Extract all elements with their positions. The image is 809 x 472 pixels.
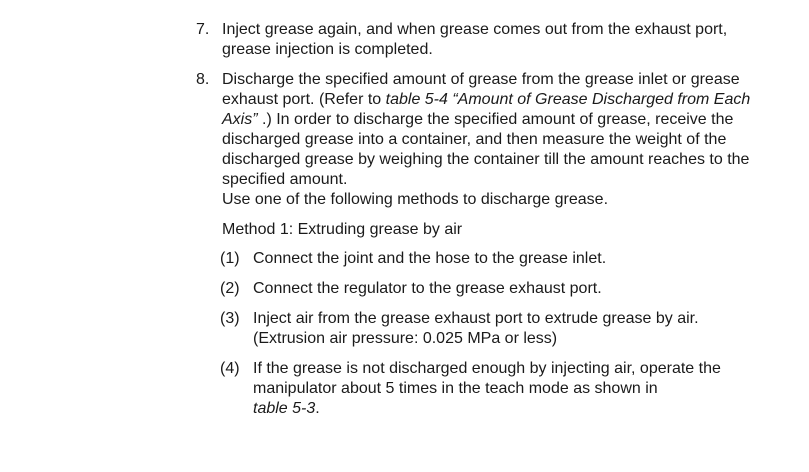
step-7-text: Inject grease again, and when grease comes out from the exhaust port, grease injection is completed. — [222, 21, 728, 58]
step-7-number: 7. — [196, 21, 210, 38]
item-1-number: (1) — [220, 250, 240, 267]
step-8-text-before-ref: Discharge the specified amount of grease from the grease inlet or grease exhaust port. (Refer to — [222, 71, 740, 108]
item-3-text: Inject air from the grease exhaust port to extrude grease by air. — [253, 310, 699, 327]
item-2-text: Connect the regulator to the grease exhaust port. — [253, 280, 602, 297]
item-1-text: Connect the joint and the hose to the grease inlet. — [253, 250, 607, 267]
item-3-body — [253, 309, 760, 349]
item-4-ref: table 5-3 — [253, 400, 316, 417]
step-8-methods-intro: Use one of the following methods to discharge grease. — [222, 191, 609, 208]
method-1-item-2 — [220, 279, 760, 299]
method-1-item-3 — [220, 309, 760, 349]
item-4-text: If the grease is not discharged enough by injecting air, operate the manipulator about 5 times in the teach mode as shown in — [253, 360, 721, 397]
item-2-number: (2) — [220, 280, 240, 297]
item-4-body — [253, 359, 760, 419]
step-8-text-after-ref: .) In order to discharge the specified amount of grease, receive the discharged grease into a container, and then measure the weight of the discharged grease by weighing the container till the amount reaches to the specified amount. — [222, 111, 750, 188]
step-8-ref-title: “Amount of Grease Discharged from Each Axis” — [222, 91, 751, 128]
step-8-text — [222, 70, 756, 190]
item-4-number: (4) — [220, 360, 240, 377]
method-1-item-4 — [220, 359, 760, 419]
step-7 — [196, 20, 756, 60]
step-8-ref-table: table 5-4 — [385, 91, 448, 108]
method-1-item-1 — [220, 249, 760, 269]
step-8 — [196, 70, 756, 210]
step-8-body — [222, 70, 756, 210]
step-7-body — [222, 20, 756, 60]
method-1-title: Method 1: Extruding grease by air — [222, 221, 463, 238]
item-4-end: . — [315, 400, 320, 417]
item-3-number: (3) — [220, 310, 240, 327]
item-3-note: (Extrusion air pressure: 0.025 MPa or less) — [253, 330, 558, 347]
step-8-number: 8. — [196, 71, 210, 88]
